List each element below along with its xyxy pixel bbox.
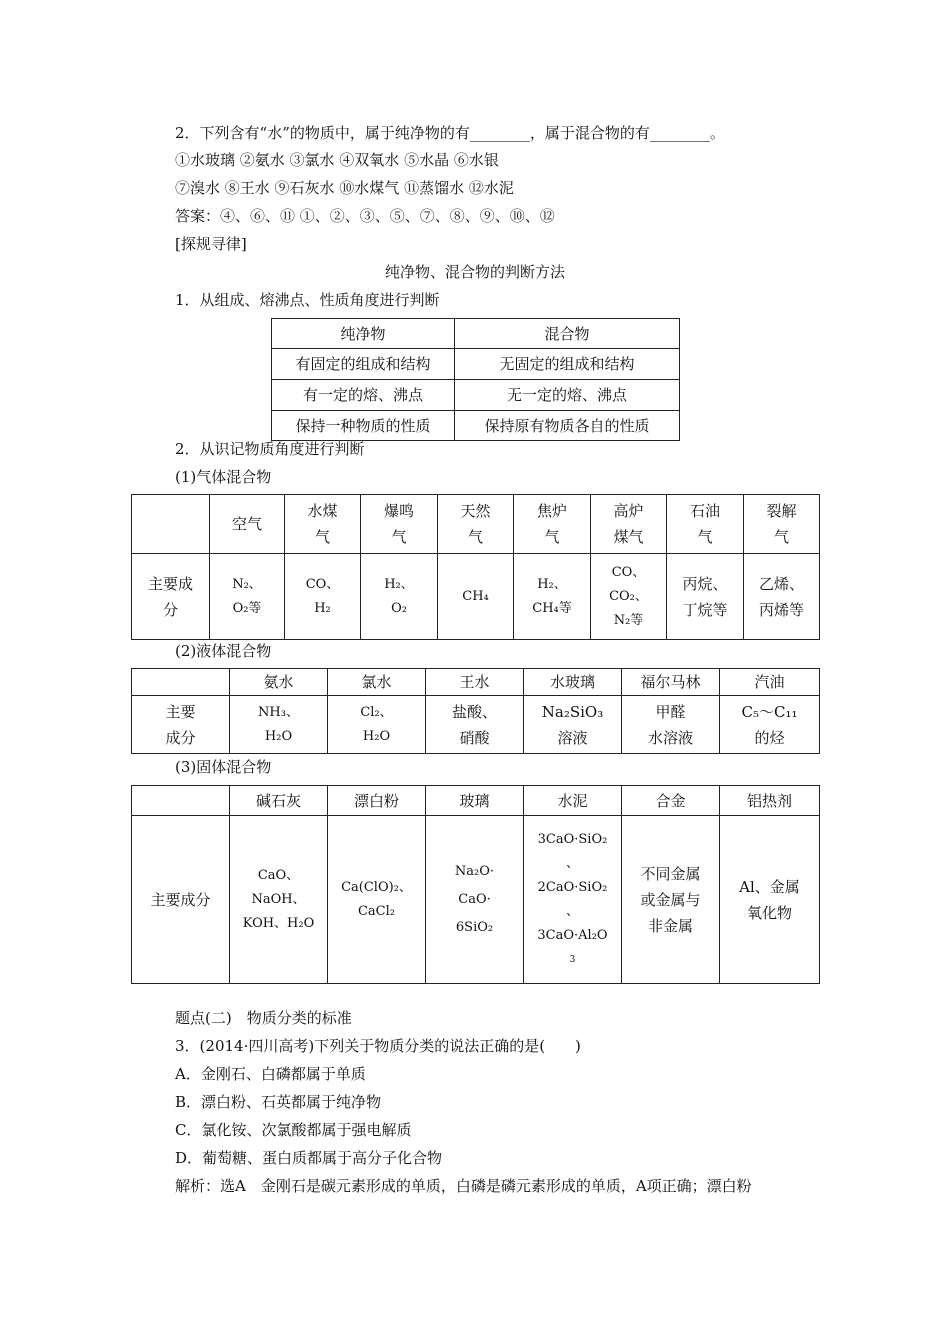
gas-header: 空气 bbox=[210, 495, 285, 554]
gas-header: 天然 气 bbox=[438, 495, 514, 554]
solid-header: 碱石灰 bbox=[230, 786, 328, 816]
solid-header: 合金 bbox=[622, 786, 720, 816]
q2-options-line1: ①水玻璃 ②氨水 ③氯水 ④双氧水 ⑤水晶 ⑥水银 bbox=[175, 151, 499, 169]
solid-title: (3)固体混合物 bbox=[175, 758, 272, 776]
solid-header: 水泥 bbox=[524, 786, 622, 816]
liquid-value: Na₂SiO₃ 溶液 bbox=[524, 696, 622, 754]
liquid-corner-cell bbox=[132, 669, 230, 696]
section2-heading: 2．从识记物质角度进行判断 bbox=[175, 440, 365, 458]
q3-option-a: A．金刚石、白磷都属于单质 bbox=[175, 1065, 366, 1083]
gas-header: 石油 气 bbox=[667, 495, 744, 554]
q3-option-c: C．氯化铵、次氯酸都属于强电解质 bbox=[175, 1121, 412, 1139]
gas-value: CO、 H₂ bbox=[285, 554, 361, 640]
liquid-header: 福尔马林 bbox=[622, 669, 720, 696]
solid-value: CaO、NaOH、 KOH、H₂O bbox=[230, 816, 328, 984]
liquid-header: 氨水 bbox=[230, 669, 328, 696]
rule-heading: [探规寻律] bbox=[175, 235, 247, 253]
liquid-header: 王水 bbox=[426, 669, 524, 696]
purity-cell: 有固定的组成和结构 bbox=[272, 349, 455, 380]
gas-value: 乙烯、 丙烯等 bbox=[744, 554, 820, 640]
q2-options-line2: ⑦溴水 ⑧王水 ⑨石灰水 ⑩水煤气 ⑪蒸馏水 ⑫水泥 bbox=[175, 179, 514, 197]
purity-header-mixture: 混合物 bbox=[455, 319, 680, 349]
liquid-row-label: 主要 成分 bbox=[132, 696, 230, 754]
gas-value: 丙烷、 丁烷等 bbox=[667, 554, 744, 640]
liquid-title: (2)液体混合物 bbox=[175, 642, 272, 660]
gas-table bbox=[131, 494, 820, 640]
gas-row-label: 主要成 分 bbox=[132, 554, 210, 640]
purity-cell: 保持原有物质各自的性质 bbox=[455, 411, 680, 441]
gas-header: 焦炉 气 bbox=[514, 495, 591, 554]
liquid-value: Cl₂、 H₂O bbox=[328, 696, 426, 754]
solid-header: 漂白粉 bbox=[328, 786, 426, 816]
liquid-value: 盐酸、 硝酸 bbox=[426, 696, 524, 754]
liquid-header: 氯水 bbox=[328, 669, 426, 696]
solid-header: 铝热剂 bbox=[720, 786, 820, 816]
gas-header: 裂解 气 bbox=[744, 495, 820, 554]
solid-value: 不同金属 或金属与 非金属 bbox=[622, 816, 720, 984]
gas-value: CO、 CO₂、 N₂等 bbox=[591, 554, 667, 640]
liquid-value: C₅～C₁₁ 的烃 bbox=[720, 696, 820, 754]
solid-corner-cell bbox=[132, 786, 230, 816]
solid-row-label: 主要成分 bbox=[132, 816, 230, 984]
solid-value: 3CaO·SiO₂ 、 2CaO·SiO₂ 、 3CaO·Al₂O 3 bbox=[524, 816, 622, 984]
gas-header: 爆鸣 气 bbox=[361, 495, 438, 554]
q3-question: 3．(2014·四川高考)下列关于物质分类的说法正确的是( ) bbox=[175, 1037, 581, 1055]
purity-cell: 有一定的熔、沸点 bbox=[272, 380, 455, 411]
liquid-value: NH₃、 H₂O bbox=[230, 696, 328, 754]
liquid-header: 水玻璃 bbox=[524, 669, 622, 696]
liquid-value: 甲醛 水溶液 bbox=[622, 696, 720, 754]
q3-option-b: B．漂白粉、石英都属于纯净物 bbox=[175, 1093, 382, 1111]
gas-title: (1)气体混合物 bbox=[175, 468, 272, 486]
gas-header: 高炉 煤气 bbox=[591, 495, 667, 554]
liquid-table bbox=[131, 668, 820, 754]
section1-heading: 1．从组成、熔沸点、性质角度进行判断 bbox=[175, 291, 440, 309]
purity-cell: 无固定的组成和结构 bbox=[455, 349, 680, 380]
liquid-header: 汽油 bbox=[720, 669, 820, 696]
solid-value: Al、金属 氧化物 bbox=[720, 816, 820, 984]
q2-answer: 答案：④、⑥、⑪ ①、②、③、⑤、⑦、⑧、⑨、⑩、⑫ bbox=[175, 207, 555, 225]
gas-value: H₂、 O₂ bbox=[361, 554, 438, 640]
solid-table bbox=[131, 785, 820, 984]
solid-header: 玻璃 bbox=[426, 786, 524, 816]
q2-question: 2．下列含有“水”的物质中，属于纯净物的有________，属于混合物的有________。 bbox=[175, 124, 725, 142]
gas-value: N₂、 O₂等 bbox=[210, 554, 285, 640]
purity-cell: 无一定的熔、沸点 bbox=[455, 380, 680, 411]
purity-header-pure: 纯净物 bbox=[272, 319, 455, 349]
solid-value: Na₂O· CaO· 6SiO₂ bbox=[426, 816, 524, 984]
purity-cell: 保持一种物质的性质 bbox=[272, 411, 455, 441]
topic2-heading: 题点(二) 物质分类的标准 bbox=[175, 1009, 352, 1027]
gas-value: CH₄ bbox=[438, 554, 514, 640]
rule-title: 纯净物、混合物的判断方法 bbox=[384, 263, 565, 281]
q3-analysis: 解析：选A 金刚石是碳元素形成的单质，白磷是磷元素形成的单质，A项正确；漂白粉 bbox=[175, 1177, 752, 1195]
q3-option-d: D．葡萄糖、蛋白质都属于高分子化合物 bbox=[175, 1149, 443, 1167]
gas-value: H₂、 CH₄等 bbox=[514, 554, 591, 640]
gas-corner-cell bbox=[132, 495, 210, 554]
solid-value: Ca(ClO)₂、 CaCl₂ bbox=[328, 816, 426, 984]
purity-table bbox=[271, 318, 680, 441]
gas-header: 水煤 气 bbox=[285, 495, 361, 554]
